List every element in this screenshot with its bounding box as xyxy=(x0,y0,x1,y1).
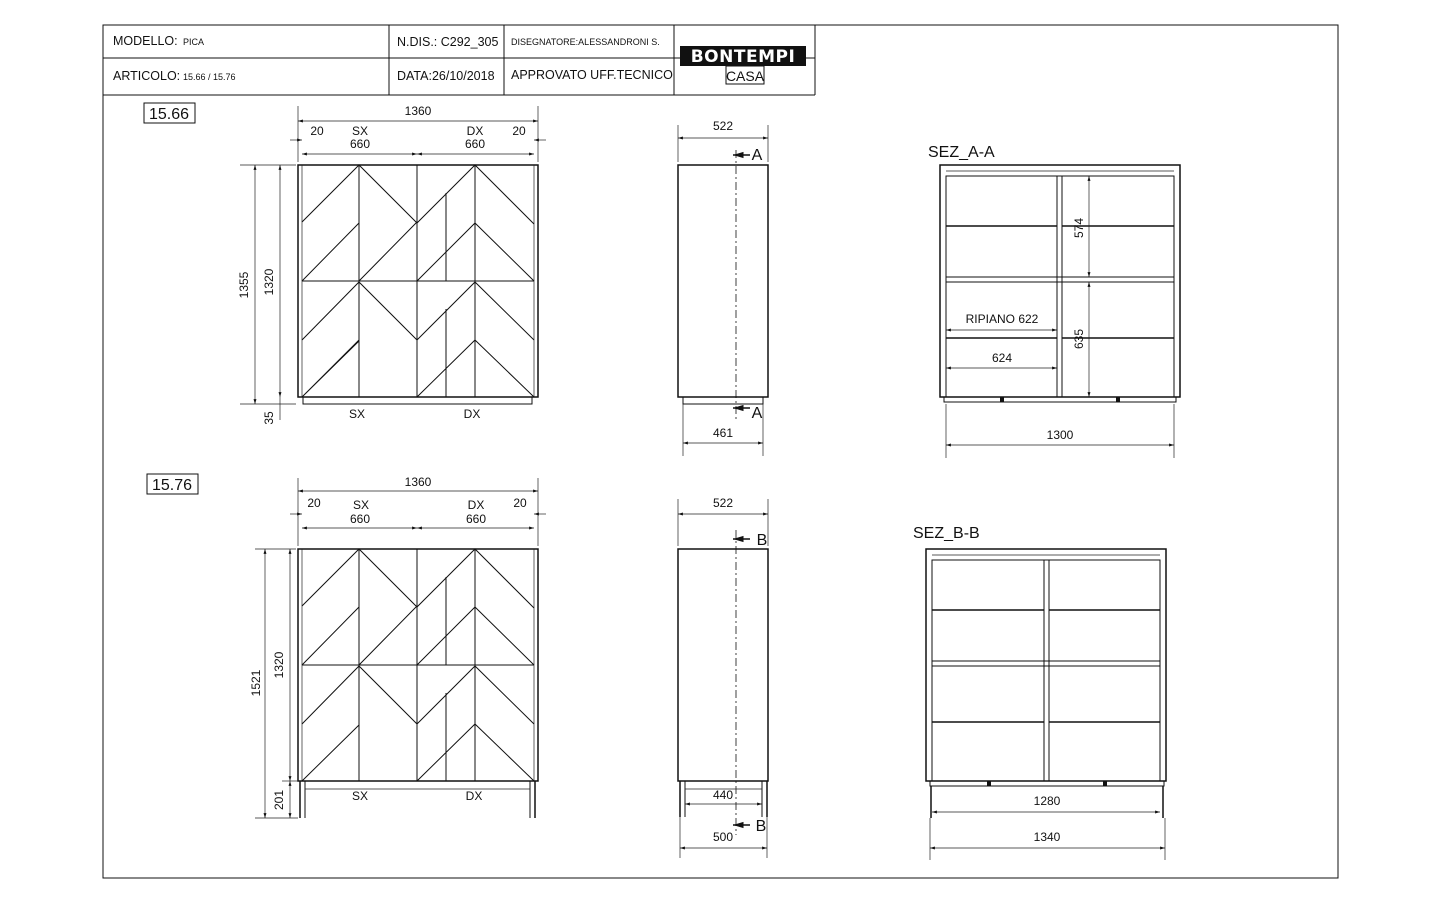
section-mark-b-top: B xyxy=(756,532,768,549)
section-b-title: SEZ_B-B xyxy=(913,525,980,542)
front-view-bottom xyxy=(298,549,538,818)
label-dx-b: DX xyxy=(467,498,485,512)
dim-total-width-b: 1340 xyxy=(1033,830,1061,844)
label-dx-top: DX xyxy=(466,124,484,138)
door-label-sx-b: SX xyxy=(351,789,369,803)
dim-dx-width: 660 xyxy=(464,137,486,151)
dim-sx-width: 660 xyxy=(349,137,371,151)
dim-width-total: 1360 xyxy=(404,104,432,118)
modello-value: PICA xyxy=(183,37,205,47)
dim-height-total-b: 1521 xyxy=(249,669,263,697)
logo-bottom-text: CASA xyxy=(725,68,765,84)
dim-side-left: 20 xyxy=(310,124,324,138)
articolo-value: 15.66 / 15.76 xyxy=(183,72,236,82)
dim-height-total: 1355 xyxy=(237,271,251,299)
section-b-b xyxy=(913,525,1166,860)
side-view-top xyxy=(678,119,768,456)
dim-depth-base-top: 461 xyxy=(712,426,734,440)
bontempi-casa-logo xyxy=(680,46,806,84)
dim-upper-height: 574 xyxy=(1072,217,1086,239)
dim-height-body-b: 1320 xyxy=(272,651,286,679)
article-tag-bottom: 15.76 xyxy=(151,477,193,494)
dim-sx-width-b: 660 xyxy=(349,512,371,526)
section-mark-a-bottom: A xyxy=(751,405,763,422)
dim-side-left-b: 20 xyxy=(307,496,321,510)
dim-dx-width-b: 660 xyxy=(465,512,487,526)
door-label-dx-top: DX xyxy=(463,407,481,421)
dim-inner-width-b: 1280 xyxy=(1033,794,1061,808)
modello-label: MODELLO: xyxy=(113,34,178,48)
label-sx-b: SX xyxy=(352,498,370,512)
dim-depth-total-top: 522 xyxy=(712,119,734,133)
dim-width-total-b: 1360 xyxy=(404,475,432,489)
dim-lower-height: 635 xyxy=(1072,328,1086,350)
side-view-bottom xyxy=(678,496,768,858)
articolo-label: ARTICOLO: xyxy=(113,69,181,83)
section-mark-b-bottom: B xyxy=(755,818,767,835)
door-label-sx-top: SX xyxy=(348,407,366,421)
front-dimensions-top xyxy=(237,104,546,425)
section-mark-a-top: A xyxy=(751,147,763,164)
door-label-dx-b: DX xyxy=(465,789,483,803)
dim-side-right-b: 20 xyxy=(513,496,527,510)
section-a-a xyxy=(928,144,1180,458)
article-tag-top: 15.66 xyxy=(148,106,190,123)
dim-height-body: 1320 xyxy=(262,268,276,296)
drawing-number: N.DIS.: C292_305 xyxy=(397,35,499,49)
dim-leg-span: 440 xyxy=(712,788,734,802)
approval: APPROVATO UFF.TECNICO xyxy=(511,68,673,82)
front-view-top xyxy=(298,165,538,404)
dim-depth-total-b: 522 xyxy=(712,496,734,510)
shelf-label: RIPIANO 622 xyxy=(965,312,1039,326)
section-a-title: SEZ_A-A xyxy=(928,144,995,161)
dim-depth-base-b: 500 xyxy=(712,830,734,844)
dim-inner-width: 624 xyxy=(991,351,1013,365)
title-block xyxy=(103,25,815,95)
dim-side-right: 20 xyxy=(512,124,526,138)
dim-total-width-a: 1300 xyxy=(1046,428,1074,442)
logo-top-text: BONTEMPI xyxy=(690,47,796,67)
designer: DISEGNATORE:ALESSANDRONI S. xyxy=(511,37,660,47)
front-dimensions-bottom xyxy=(249,475,546,818)
dim-leg-height: 201 xyxy=(272,789,286,811)
drawing-date: DATA:26/10/2018 xyxy=(397,69,495,83)
label-sx-top: SX xyxy=(351,124,369,138)
sheet-border xyxy=(103,25,1338,878)
dim-base-height: 35 xyxy=(262,411,276,425)
